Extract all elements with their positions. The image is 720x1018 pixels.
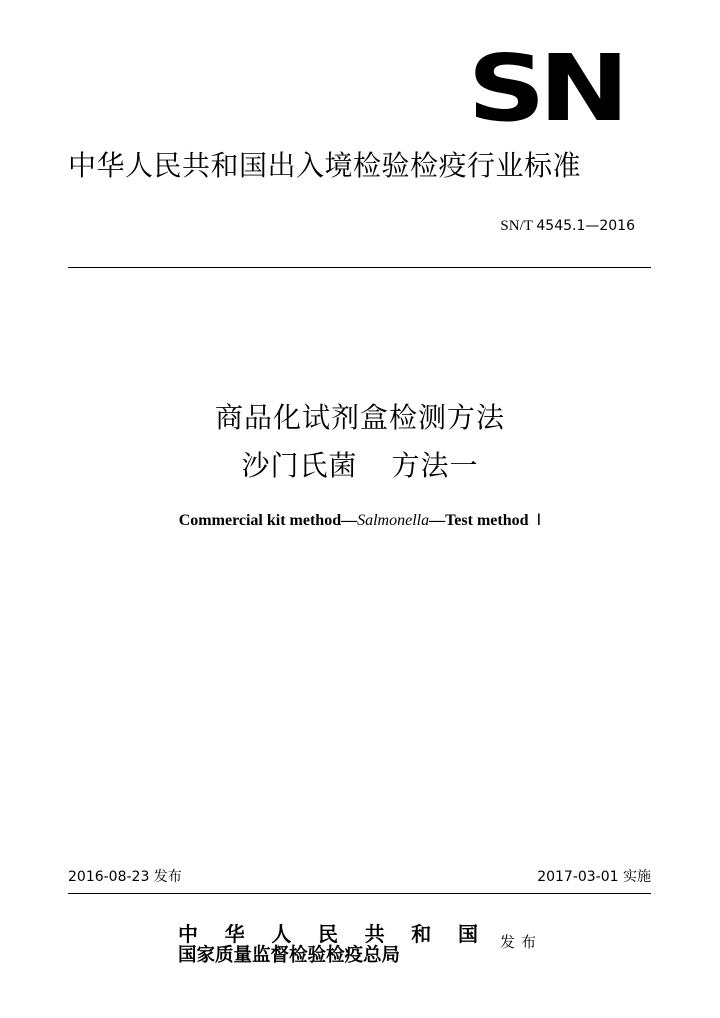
- english-title: [0, 510, 720, 532]
- bottom-divider: [68, 893, 651, 894]
- publisher-line-1: [178, 922, 478, 946]
- english-title-part-2: —Test method: [429, 512, 529, 529]
- title-line-2-method: 方法一: [391, 449, 479, 482]
- publisher-char: 共: [364, 922, 385, 946]
- english-title-roman-numeral: Ⅰ: [536, 512, 542, 529]
- implementation-date: 2017-03-01 实施: [537, 869, 651, 885]
- publisher-char: 人: [271, 922, 292, 946]
- english-title-italic: Salmonella: [357, 512, 430, 529]
- issuing-organization-heading: 中华人民共和国出入境检验检疫行业标准: [68, 149, 582, 182]
- publisher-char: 民: [317, 922, 338, 946]
- sn-logo: SN: [467, 35, 623, 142]
- publisher-char: 和: [411, 922, 432, 946]
- publisher-char: 华: [224, 922, 245, 946]
- standard-code-number: 4545.1—2016: [536, 218, 635, 234]
- top-divider: [68, 267, 651, 268]
- standard-code: [500, 216, 635, 236]
- publish-label: 发布: [500, 933, 543, 951]
- issue-date: 2016-08-23 发布: [68, 869, 182, 885]
- title-line-2-subject: 沙门氏菌: [241, 449, 358, 482]
- standard-code-prefix: SN/T: [500, 218, 533, 234]
- document-title-line-1: 商品化试剂盒检测方法: [214, 401, 505, 434]
- publisher-char: 国: [457, 922, 478, 946]
- english-title-part-1: Commercial kit method—: [178, 512, 358, 529]
- publisher-char: 中: [178, 922, 198, 946]
- publisher-line-2: 国家质量监督检验检疫总局: [178, 945, 401, 966]
- document-title-line-2: [0, 446, 720, 486]
